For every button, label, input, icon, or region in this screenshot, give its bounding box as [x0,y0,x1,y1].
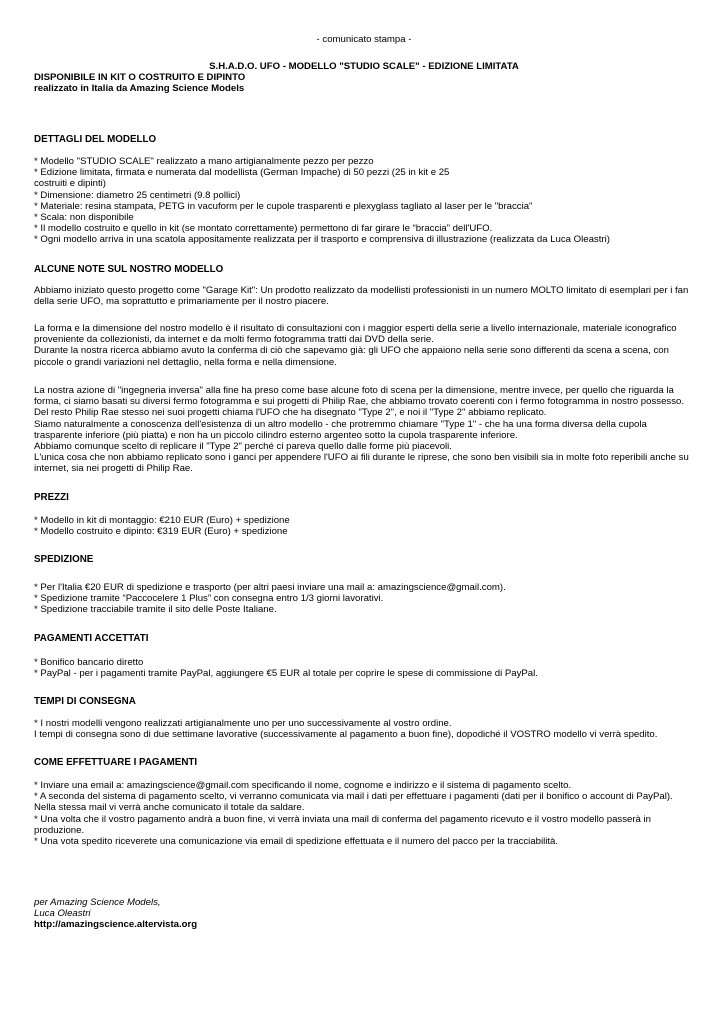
delivery-line: * I nostri modelli vengono realizzati artigianalmente uno per uno successivamente al vostro ordine. [34,718,452,729]
maker-subtitle: realizzato in Italia da Amazing Science Models [34,83,245,94]
prices-list [34,515,694,537]
details-line: * Dimensione: diametro 25 centimetri (9.8 pollici) [34,189,241,201]
paragraph-line: forma, ci siamo basati su diversi fermo fotogramma e sui progetti di Philip Rae, che abbiamo trovato coerenti con i fermo fotogramma in nostro possesso. [34,396,685,408]
details-line: * Materiale: resina stampata, PETG in vacuform per le cupole trasparenti e plexyglass tagliato al laser per le "braccia" [34,200,533,212]
notes-paragraph-3 [34,385,694,475]
delivery-line: I tempi di consegna sono di due settimane lavorative (successivamente al pagamento a buon fine), dopodiché il VOSTRO modello vi verrà spedito. [34,729,658,741]
howtopay-list [34,780,694,847]
details-heading: DETTAGLI DEL MODELLO [34,134,157,145]
shipping-line: * Per l'Italia €20 EUR di spedizione e trasporto (per altri paesi inviare una mail a: amazingscience@gmail.com). [34,582,506,593]
howtopay-line: * A seconda del sistema di pagamento scelto, vi verranno comunicata via mail i dati per effettuare i pagamenti (dati per il bonifico o account di PayPal). [34,791,673,803]
details-line: * Il modello costruito e quello in kit (se montato correttamente) permettono di far girare le “braccia” dell'UFO. [34,223,493,235]
howtopay-line: Nella stessa mail vi verrà anche comunicato il totale da saldare. [34,802,305,814]
paragraph-line: Abbiamo iniziato questo progetto come "Garage Kit": Un prodotto realizzato da modellisti professionisti in un numero MOLTO limitato di esemplari per i fan [34,285,689,296]
price-kit: * Modello in kit di montaggio: €210 EUR (Euro) + spedizione [34,515,290,526]
signature-name: Luca Oleastri [34,908,91,920]
signature-block [34,897,694,931]
payment-method: * PayPal - per i pagamenti tramite PayPal, aggiungere €5 EUR al totale per coprire le spese di commissione di PayPal. [34,668,538,680]
details-line: costruiti e dipinti) [34,178,106,190]
shipping-line: * Spedizione tramite “Paccocelere 1 Plus” con consegna entro 1/3 giorni lavorativi. [34,593,384,605]
paragraph-line: proveniente da collezionisti, da internet e da molti fermo fotogramma tratti dai DVD della serie. [34,334,434,346]
paragraph-line: Durante la nostra ricerca abbiamo avuto la conferma di ciò che sapevamo già: gli UFO che appaiono nella serie sono differenti da scena a scena, con [34,345,669,357]
notes-heading: ALCUNE NOTE SUL NOSTRO MODELLO [34,264,224,275]
paragraph-line: della serie UFO, ma soprattutto e primariamente per il nostro piacere. [34,296,329,308]
document-title: S.H.A.D.O. UFO - MODELLO "STUDIO SCALE" - EDIZIONE LIMITATA [209,61,519,72]
price-built: * Modello costruito e dipinto: €319 EUR (Euro) + spedizione [34,526,288,538]
howtopay-line: * Inviare una email a: amazingscience@gmail.com specificando il nome, cognome e indirizzo e il sistema di pagamento scelto. [34,780,572,791]
paragraph-line: Del resto Philip Rae stesso nei suoi progetti chiama l'UFO che ha disegnato "Type 2", e noi il "Type 2" abbiamo replicato. [34,407,547,419]
details-line: * Edizione limitata, firmata e numerata dal modellista (German Impache) di 50 pezzi (25 in kit e 25 [34,167,450,179]
details-list [34,156,694,246]
payment-method: * Bonifico bancario diretto [34,657,144,668]
howtopay-line: produzione. [34,824,85,836]
paragraph-line: trasparente inferiore (più piatta) e non ha un piccolo cilindro esterno argenteo sotto la cupola trasparente inferiore. [34,429,518,441]
press-release-label: - comunicato stampa - [316,34,412,45]
details-line: * Ogni modello arriva in una scatola appositamente realizzata per il trasporto e comprensiva di illustrazione (realizzata da Luca Oleastri) [34,234,610,246]
paragraph-line: piccole o grandi variazioni nel dettaglio, nella forma e nella dimensione. [34,356,337,368]
website-link[interactable]: http://amazingscience.altervista.org [34,919,198,931]
howtopay-line: * Una vota spedito riceverete una comunicazione via email di spedizione effettuata e il numero del pacco per la tracciabilità. [34,836,559,848]
paragraph-line: Abbiamo comunque scelto di replicare il "Type 2" perché ci pareva quello dalle forme più piacevoli. [34,441,452,453]
delivery-list [34,718,694,740]
delivery-heading: TEMPI DI CONSEGNA [34,696,136,707]
paragraph-line: L'unica cosa che non abbiamo replicato sono i ganci per appendere l'UFO ai fili durante le riprese, che sono ben visibili sia in molte foto reperibili anche su [34,452,689,464]
shipping-heading: SPEDIZIONE [34,554,94,565]
availability-subtitle: DISPONIBILE IN KIT O COSTRUITO E DIPINTO [34,72,246,83]
details-line: * Scala: non disponibile [34,212,134,224]
signature-company: per Amazing Science Models, [34,897,161,908]
notes-paragraph-1 [34,285,694,307]
paragraph-line: La forma e la dimensione del nostro modello è il risultato di consultazioni con i maggior esperti della serie a livello internazionale, materiale iconografico [34,323,677,334]
paragraph-line: internet, sia nei progetti di Philip Rae. [34,463,193,475]
shipping-line: * Spedizione tracciabile tramite il sito delle Poste Italiane. [34,604,277,616]
payments-heading: PAGAMENTI ACCETTATI [34,633,149,644]
shipping-list [34,582,694,616]
howtopay-line: * Una volta che il vostro pagamento andrà a buon fine, vi verrà inviata una mail di conferma del pagamento ricevuto e il vostro modello passerà in [34,813,652,825]
payments-list [34,657,694,679]
paragraph-line: La nostra azione di "ingegneria inversa" alla fine ha preso come base alcune foto di scena per la dimensione, mentre invece, per quello che riguarda la [34,385,674,396]
notes-paragraph-2 [34,323,694,368]
details-line: * Modello "STUDIO SCALE" realizzato a mano artigianalmente pezzo per pezzo [34,156,374,167]
prices-heading: PREZZI [34,492,69,503]
paragraph-line: Siamo naturalmente a conoscenza dell'esistenza di un altro modello - che protremmo chiamare "Type 1" - che ha una forma diversa della cupola [34,418,647,430]
howtopay-heading: COME EFFETTUARE I PAGAMENTI [34,757,198,768]
